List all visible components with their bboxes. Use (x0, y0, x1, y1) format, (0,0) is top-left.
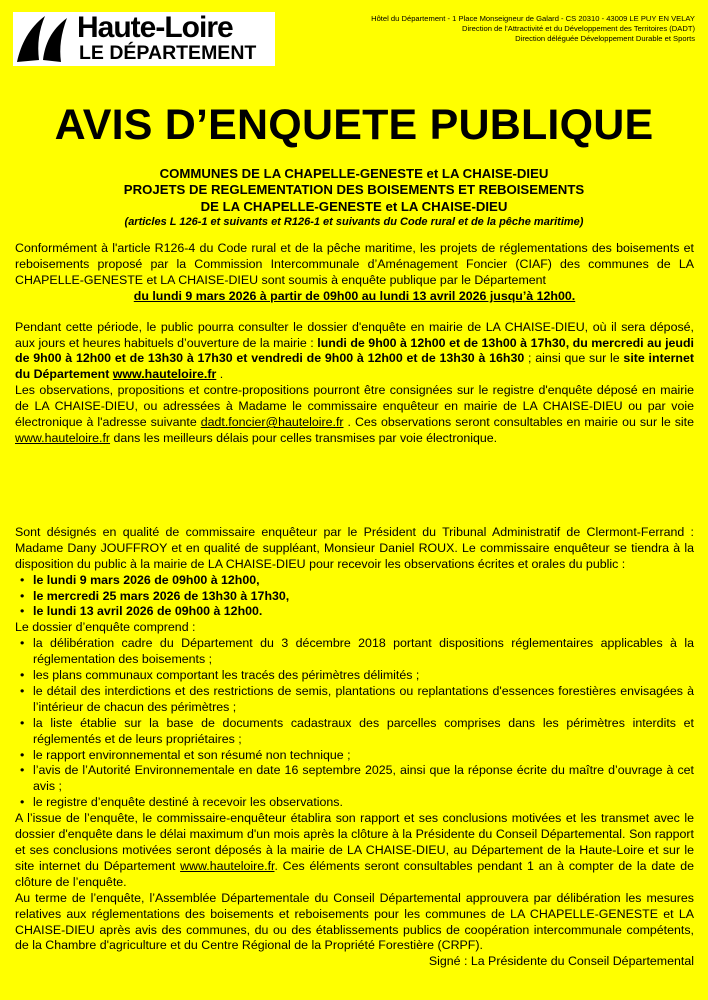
page-header (13, 12, 695, 68)
website-link[interactable]: www.hauteloire.fr (180, 858, 275, 873)
dossier-intro: Le dossier d’enquête comprend : (15, 620, 196, 635)
subtitle-articles: (articles L 126-1 et suivants et R126-1 et suivants du Code rural et de la pêche maritime) (124, 215, 584, 228)
notice-body (15, 241, 694, 970)
subtitle-line: DE LA CHAPELLE-GENESTE et LA CHAISE-DIEU (200, 198, 508, 214)
list-item: • le registre d’enquête destiné à recevoir les observations. (15, 795, 694, 811)
haute-loire-logo (13, 12, 275, 66)
email-link[interactable]: dadt.foncier@hauteloire.fr (200, 415, 344, 430)
paragraph-intro: Conformément à l'article R126-4 du Code rural et de la pêche maritime, les projets de réglementations des boisements et reboisements proposé par la Commission Intercommunale d’Aménagement Foncier (CIAF) des communes de LA CHAPELLE-GENESTE et LA CHAISE-DIEU sont soumis à enquête publique par le Département (15, 241, 694, 287)
list-item: • le mercredi 25 mars 2026 de 13h30 à 17h30, (15, 589, 694, 605)
address-line: Direction déléguée Développement Durable et Sports (515, 34, 695, 44)
address-line: Direction de l'Attractivité et du Développement des Territoires (DADT) (461, 24, 695, 34)
subtitle-block (0, 166, 708, 229)
list-item: • le rapport environnemental et son résumé non technique ; (15, 748, 694, 764)
logo-mark-icon (15, 14, 73, 64)
subtitle-line: PROJETS DE REGLEMENTATION DES BOISEMENTS ET REBOISEMENTS (123, 182, 585, 198)
page-title: AVIS D’ENQUETE PUBLIQUE (54, 101, 654, 149)
paragraph-commissioner: Sont désignés en qualité de commissaire enquêteur par le Président du Tribunal Administratif de Clermont-Ferrand : Madame Dany JOUFFROY et en qualité de suppléant, Monsieur Daniel ROUX. Le commissaire enquêteur se tiendra à la disposition du public à la mairie de LA CHAISE-DIEU pour recevoir les observations écrites et orales du public : (15, 524, 694, 571)
address-line: Hôtel du Département - 1 Place Monseigneur de Galard - CS 20310 - 43009 LE PUY EN VELAY (371, 14, 695, 23)
list-item: • les plans communaux comportant les tracés des périmètres délimités ; (15, 668, 694, 684)
website-link[interactable]: www.hauteloire.fr (15, 430, 111, 445)
signature: Signé : La Présidente du Conseil Départemental (428, 954, 694, 969)
paragraph-consultation: Pendant cette période, le public pourra consulter le dossier d'enquête en mairie de LA CHAISE-DIEU, où il sera déposé, aux jours et heures habituels d’ouverture de la mairie : lundi de 9h00 à 12h00 et de 13h00 à 17h30, du mercredi au jeudi de 9h00 à 12h00 et de 13h30 à 17h30 et vendredi de 9h00 à 12h00 et de 13h30 à 16h30 ; ainsi que sur le site internet du Département www.hauteloire.fr . (15, 319, 694, 382)
subtitle-line: COMMUNES DE LA CHAPELLE-GENESTE et LA CHAISE-DIEU (159, 166, 549, 181)
list-item: • le lundi 13 avril 2026 de 09h00 à 12h00. (15, 604, 694, 620)
enquiry-dates: du lundi 9 mars 2026 à partir de 09h00 au lundi 13 avril 2026 jusqu’à 12h00. (133, 288, 576, 303)
website-link[interactable]: www.hauteloire.fr (112, 367, 217, 382)
list-item: • le lundi 9 mars 2026 de 09h00 à 12h00, (15, 573, 694, 589)
paragraph-observations: Les observations, propositions et contre-propositions pourront être consignées sur le registre d'enquête déposé en mairie de LA CHAISE-DIEU, ou adressées à Madame le commissaire enquêteur en mairie de LA CHAISE-DIEU ou par voie électronique à l'adresse suivante dadt.foncier@hauteloire.fr . Ces observations seront consultables en mairie ou sur le site www.hauteloire.fr dans les meilleurs délais pour celles transmises par voie électronique. (15, 383, 694, 445)
list-item: • le détail des interdictions et des restrictions de semis, plantations ou replantations d'essences forestières envisagées à l’intérieur de chacun des périmètres ; (15, 684, 694, 716)
site-label: site internet du Département (15, 351, 694, 382)
permanences-list (15, 573, 694, 621)
list-item: • la délibération cadre du Département du 3 décembre 2018 portant dispositions réglementaires applicables à la réglementation des boisements ; (15, 636, 694, 668)
paragraph-report: A l’issue de l’enquête, le commissaire-enquêteur établira son rapport et ses conclusions motivées et les transmet avec le dossier d'enquête dans le délai maximum d'un mois après la clôture à la Présidente du Conseil Départemental. Son rapport et ses conclusions motivées seront déposés à la mairie de LA CHAISE-DIEU, au Département de la Haute-Loire et sur le site internet du Département www.hauteloire.fr. Ces éléments seront consultables pendant 1 an à compter de la date de clôture de l’enquête. (15, 811, 694, 889)
dossier-list (15, 636, 694, 811)
logo-text-haute-loire: Haute-Loire (77, 11, 233, 44)
logo-text-departement: LE DÉPARTEMENT (79, 42, 257, 64)
opening-hours: lundi de 9h00 à 12h00 et de 13h00 à 17h30, du mercredi au jeudi de 9h00 à 12h00 et de 13h30 à 17h30 et vendredi de 9h00 à 12h00 et de 13h30 à 16h30 (15, 335, 694, 366)
address-block (371, 14, 695, 45)
list-item: • la liste établie sur la base de documents cadastraux des parcelles comprises dans les périmètres interdits et réglementés et de leurs propriétaires ; (15, 716, 694, 748)
paragraph-approval: Au terme de l’enquête, l’Assemblée Départementale du Conseil Départemental approuvera par délibération les mesures relatives aux réglementations des boisements et reboisements pour les communes de LA CHAPELLE-GENESTE et LA CHAISE-DIEU après avis des communes, du ou des établissements publics de coopération intercommunale compétents, de la Chambre d'agriculture et du Centre Régional de la Propriété Forestière (CRPF). (15, 890, 694, 953)
list-item: • l’avis de l’Autorité Environnementale en date 16 septembre 2025, ainsi que la réponse écrite du maître d’ouvrage à cet avis ; (15, 763, 694, 795)
